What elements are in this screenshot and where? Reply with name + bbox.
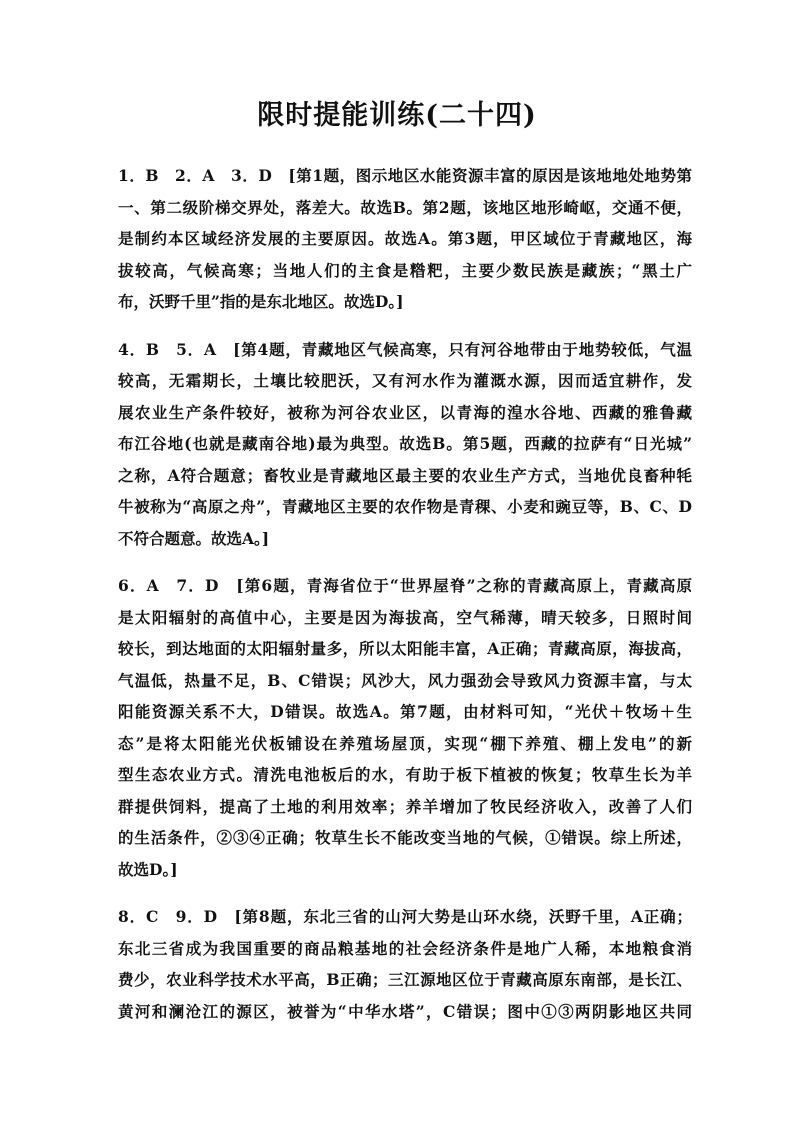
text-line: 态”是将太阳能光伏板铺设在养殖场屋顶，实现“棚下养殖、棚上发电”的新 [118, 733, 692, 753]
text-line: 型生态农业方式。清洗电池板后的水，有助于板下植被的恢复；牧草生长为羊 [118, 765, 692, 784]
text-line: 拔较高，气候高寒；当地人们的主食是糌粑，主要少数民族是藏族；“黑土广 [118, 260, 692, 280]
text-line: 费少，农业科学技术水平高，B正确；三江源地区位于青藏高原东南部，是长江、 [118, 970, 692, 989]
answer-content [118, 160, 692, 1043]
text-line: 8．C 9．D [第8题，东北三省的山河大势是山环水绕，沃野千里，A正确； [118, 907, 692, 926]
text-line: 牛被称为“高原之舟”，青藏地区主要的农作物是青稞、小麦和豌豆等，B、C、D [118, 497, 692, 516]
text-line: 6．A 7．D [第6题，青海省位于“世界屋脊”之称的青藏高原上，青藏高原 [118, 576, 692, 595]
answer-paragraph-2 [118, 334, 692, 555]
text-line: 是太阳辐射的高值中心，主要是因为海拔高，空气稀薄，晴天较多，日照时间 [118, 607, 692, 627]
answer-paragraph-3 [118, 570, 692, 885]
text-line: 展农业生产条件较好，被称为河谷农业区，以青海的湟水谷地、西藏的雅鲁藏 [118, 402, 692, 422]
text-line: 布江谷地(也就是藏南谷地)最为典型。故选B。第5题，西藏的拉萨有“日光城” [118, 434, 692, 453]
text-line: 气温低，热量不足，B、C错误；风沙大，风力强劲会导致风力资源丰富，与太 [118, 670, 692, 690]
text-line: 较长，到达地面的太阳辐射量多，所以太阳能丰富，A正确；青藏高原，海拔高， [118, 639, 692, 658]
text-line: 是制约本区域经济发展的主要原因。故选A。第3题，甲区域位于青藏地区，海 [118, 229, 692, 248]
text-line: 4．B 5．A [第4题，青藏地区气候高寒，只有河谷地带由于地势较低，气温 [118, 339, 692, 359]
text-line: 黄河和澜沧江的源区，被誉为“中华水塔”，C错误；图中①③两阴影地区共同 [118, 1001, 692, 1021]
text-line: 不符合题意。故选A。] [118, 528, 270, 548]
text-line: 之称，A符合题意；畜牧业是青藏地区最主要的农业生产方式，当地优良畜种牦 [118, 465, 692, 485]
text-line: 东北三省成为我国重要的商品粮基地的社会经济条件是地广人稀，本地粮食消 [118, 938, 692, 958]
text-line: 较高，无霜期长，土壤比较肥沃，又有河水作为灌溉水源，因而适宜耕作，发 [118, 371, 692, 390]
text-line: 故选D。] [118, 859, 178, 879]
text-line: 的生活条件，②③④正确；牧草生长不能改变当地的气候，①错误。综上所述， [118, 828, 692, 847]
answer-paragraph-1 [118, 160, 692, 318]
text-line: 群提供饲料，提高了土地的利用效率；养羊增加了牧民经济收入，改善了人们 [118, 796, 692, 816]
answer-paragraph-4 [118, 901, 692, 1027]
text-line: 一、第二级阶梯交界处，落差大。故选B。第2题，该地区地形崎岖，交通不便， [118, 197, 692, 217]
page-title: 限时提能训练(二十四) [257, 100, 537, 131]
text-line: 1．B 2．A 3．D [第1题，图示地区水能资源丰富的原因是该地地处地势第 [118, 166, 692, 185]
text-line: 阳能资源关系不大，D错误。故选A。第7题，由材料可知，“光伏＋牧场＋生 [118, 702, 692, 721]
text-line: 布，沃野千里”指的是东北地区。故选D。] [118, 292, 404, 311]
